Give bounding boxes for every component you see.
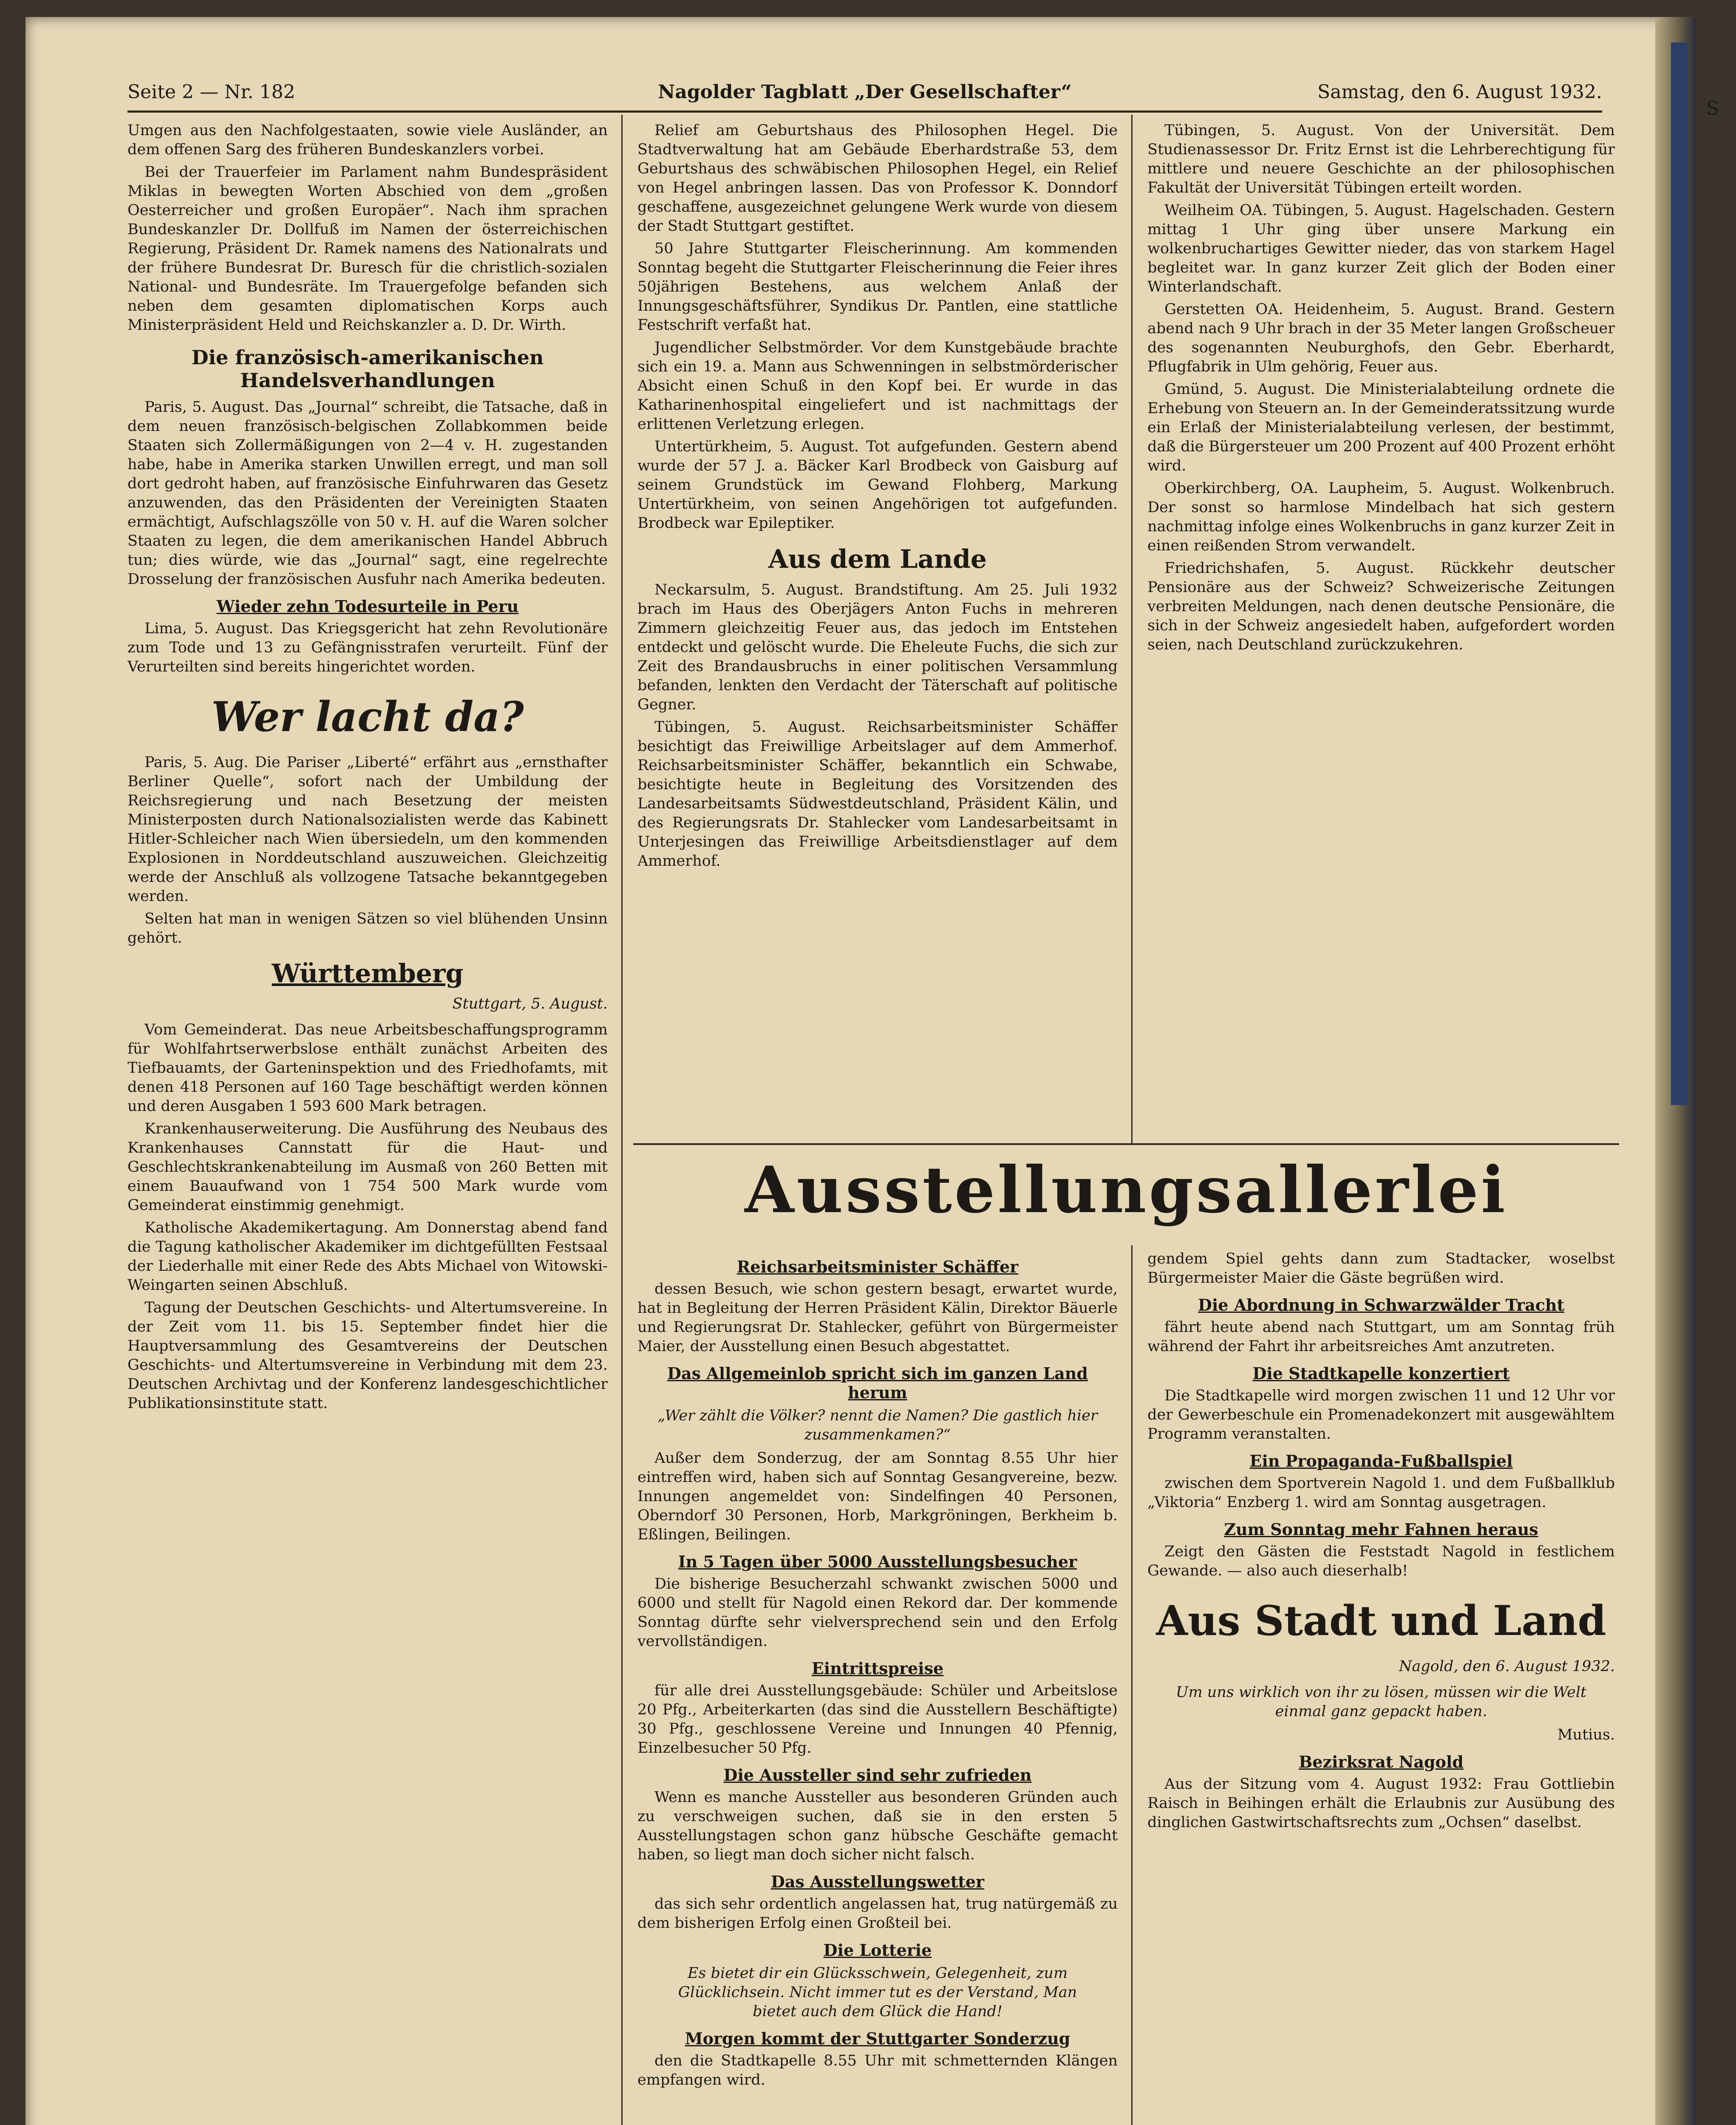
- article-text: Jugendlicher Selbstmörder. Vor dem Kunstgebäude brachte sich ein 19. a. Mann aus Schwenningen in selbstmörderischer Absicht einen Schuß in den Kopf bei. Er wurde in das Katharinenhospital eingeliefert und ist nachmittags der erlittenen Verletzung erlegen.: [637, 339, 1118, 433]
- column-rule: [621, 115, 623, 2125]
- page-number: Seite 2 — Nr. 182: [127, 81, 295, 103]
- subheadline: Reichsarbeitsminister Schäffer: [736, 1257, 1019, 1276]
- column-rule: [1131, 115, 1133, 1143]
- issue-date: Samstag, den 6. August 1932.: [1317, 81, 1602, 103]
- local-news-column: [1147, 1250, 1615, 2125]
- column-2: [637, 121, 1118, 1184]
- article-text: dessen Besuch, wie schon gestern besagt, erwartet wurde, hat in Begleitung der Herren Präsident Kälin, Direktor Bäuerle und Regierungsrat Dr. Stahlecker, geführt von Bürgermeister Maier, der Ausstellung einen Besuch abgestattet.: [637, 1281, 1118, 1355]
- article-text: Wenn es manche Aussteller aus besonderen Gründen auch zu verschweigen suchen, daß sie in den ersten 5 Ausstellungstagen schon ganz hübsche Geschäfte gemacht haben, so liegt man doch sicher nicht falsch.: [637, 1789, 1118, 1863]
- subheadline: Die Stadtkapelle konzertiert: [1252, 1364, 1510, 1383]
- subheadline: Morgen kommt der Stuttgarter Sonderzug: [685, 2029, 1070, 2048]
- column-3: [1147, 121, 1615, 1184]
- subheadline: Das Allgemeinlob spricht sich im ganzen Land herum: [667, 1364, 1088, 1402]
- subheadline: Die Abordnung in Schwarzwälder Tracht: [1198, 1295, 1565, 1315]
- subheadline: Das Ausstellungswetter: [770, 1872, 985, 1891]
- article-text: Friedrichshafen, 5. August. Rückkehr deutscher Pensionäre aus der Schweiz? Schweizerische Zeitungen verbreiten Meldungen, nach denen deutsche Pensionäre, die sich in der Schweiz angesiedelt haben, aufgefordert worden seien, nach Deutschland zurückzukehren.: [1147, 560, 1615, 653]
- article-text: Paris, 5. August. Das „Journal“ schreibt, die Tatsache, daß in dem neuen französisch-belgischen Zollabkommen beide Staaten sich Zollermäßigungen von 2—4 v. H. zugestanden habe, habe in Amerika starken Unwillen erregt, und man soll dort gedroht haben, auf französische Einfuhrwaren das Gesetz anzuwenden, das den Präsidenten der Vereinigten Staaten ermächtigt, Aufschlagszölle von 50 v. H. auf die Waren solcher Staaten zu legen, die dem amerikanischen Handel Abbruch tun; dies würde, wie das „Journal“ sagt, eine regelrechte Drosselung der französischen Ausfuhr nach Amerika bedeuten.: [127, 399, 608, 588]
- headline-large: Aus Stadt und Land: [1156, 1597, 1606, 1645]
- article-text: den die Stadtkapelle 8.55 Uhr mit schmetternden Klängen empfangen wird.: [637, 2052, 1118, 2088]
- binding-edge: [1655, 17, 1696, 2125]
- article-text: Lima, 5. August. Das Kriegsgericht hat zehn Revolutionäre zum Tode und 13 zu Gefängnisstrafen verurteilt. Fünf der Verurteilten sind bereits hingerichtet worden.: [127, 620, 608, 675]
- article-text: Gerstetten OA. Heidenheim, 5. August. Brand. Gestern abend nach 9 Uhr brach in der 35 Meter langen Großscheuer des sogenannten Neuburghofs, den Gebr. Eberhardt, Pflugfabrik in Ulm gehörig, Feuer aus.: [1147, 301, 1615, 375]
- dateline: Stuttgart, 5. August.: [452, 995, 608, 1012]
- subheadline: Zum Sonntag mehr Fahnen heraus: [1224, 1520, 1538, 1539]
- article-text: Tagung der Deutschen Geschichts- und Altertumsvereine. In der Zeit vom 11. bis 15. September findet hier die Hauptversammlung des Gesamtvereins der Deutschen Geschichts- und Altertumsvereine in Verbindung mit dem 23. Deutschen Archivtag und der Konferenz landesgeschichtlicher Publikationsinstitute statt.: [127, 1299, 608, 1412]
- dateline: Nagold, den 6. August 1932.: [1399, 1658, 1615, 1675]
- article-text: Untertürkheim, 5. August. Tot aufgefunden. Gestern abend wurde der 57 J. a. Bäcker Karl Brodbeck von Gaisburg auf seinem Grundstück im Gewand Flohberg, Markung Untertürkheim, von seinen Angehörigen tot aufgefunden. Brodbeck war Epileptiker.: [637, 438, 1118, 532]
- motto-author: Mutius.: [1557, 1726, 1615, 1743]
- article-text: Bei der Trauerfeier im Parlament nahm Bundespräsident Miklas in bewegten Worten Abschied von dem „großen Oesterreicher und großen Europäer“. Nach ihm sprachen Bundeskanzler Dr. Dollfuß im Namen der österreichischen Regierung, Präsident Dr. Ramek namens des Nationalrats und der frühere Bundesrat Dr. Buresch für die christlich-sozialen National- und Bundesräte. Im Trauergefolge befanden sich neben dem gesamten diplomatischen Korps auch Ministerpräsident Held und Reichskanzler a. D. Dr. Wirth.: [127, 164, 608, 334]
- subheadline: Eintrittspreise: [811, 1659, 944, 1678]
- headline: Die französisch-amerikanischen Handelsverhandlungen: [191, 346, 544, 392]
- masthead: Nagolder Tagblatt „Der Gesellschafter“: [658, 81, 1072, 103]
- subheadline: In 5 Tagen über 5000 Ausstellungsbesucher: [678, 1552, 1077, 1571]
- section-banner: Ausstellungsallerlei: [745, 1153, 1508, 1227]
- article-text: Tübingen, 5. August. Reichsarbeitsminister Schäffer besichtigt das Freiwillige Arbeitslager auf dem Ammerhof. Reichsarbeitsminister Schäffer, bekanntlich ein Schwabe, besichtigte heute in Begleitung des Vorsitzenden des Landesarbeitsamts Südwestdeutschland, Präsident Kälin, und des Regierungsrats Dr. Stahlecker vom Landesarbeitsamt in Unterjesingen das Freiwillige Arbeitsdienstlager auf dem Ammerhof.: [637, 719, 1118, 870]
- article-text: Neckarsulm, 5. August. Brandstiftung. Am 25. Juli 1932 brach im Haus des Oberjägers Anton Fuchs in mehreren Zimmern gleichzeitig Feuer aus, das jedoch im Entstehen entdeckt und gelöscht wurde. Die Eheleute Fuchs, die sich zur Zeit des Brandausbruchs in einer politischen Versammlung befanden, lenkten den Verdacht der Täterschaft auf politische Gegner.: [637, 581, 1118, 713]
- headline-large: Wer lacht da?: [211, 693, 524, 741]
- article-text: für alle drei Ausstellungsgebäude: Schüler und Arbeitslose 20 Pfg., Arbeiterkarten (das sind die Ausstellern Beschäftigte) 30 Pfg., geschlossene Vereine und Innungen 40 Pfennig, Einzelbesucher 50 Pfg.: [637, 1682, 1118, 1757]
- article-text: Aus der Sitzung vom 4. August 1932: Frau Gottliebin Raisch in Beihingen erhält die Erlaubnis zur Ausübung des dinglichen Gastwirtschaftsrechts zum „Ochsen“ daselbst.: [1147, 1776, 1615, 1831]
- article-text: Außer dem Sonderzug, der am Sonntag 8.55 Uhr hier eintreffen wird, haben sich auf Sonntag Gesangvereine, bezw. Innungen angemeldet von: Sindelfingen 40 Personen, Oberndorf 30 Personen, Horb, Markgröningen, Berkheim b. Eßlingen, Beilingen.: [637, 1450, 1118, 1543]
- article-text: das sich sehr ordentlich angelassen hat, trug natürgemäß zu dem bisherigen Erfolg einen Großteil bei.: [637, 1896, 1118, 1932]
- article-text: Vom Gemeinderat. Das neue Arbeitsbeschaffungsprogramm für Wohlfahrtserwerbslose enthält zunächst Arbeiten des Tiefbauamts, der Garteninspektion und des Friedhofamts, mit denen 418 Personen auf 160 Tage beschäftigt werden können und deren Ausgaben 1 593 600 Mark betragen.: [127, 1021, 608, 1115]
- binding-strip: [1671, 42, 1688, 1105]
- motto: Um uns wirklich von ihr zu lösen, müssen wir die Welt einmal ganz gepackt haben.: [1175, 1684, 1587, 1720]
- article-text: Katholische Akademikertagung. Am Donnerstag abend fand die Tagung katholischer Akademiker im dichtgefüllten Festsaal der Liederhalle mit einer Rede des Abts Michael von Witowski-Weingarten seinen Abschluß.: [127, 1219, 608, 1294]
- verse: „Wer zählt die Völker? nennt die Namen? Die gastlich hier zusammenkamen?“: [657, 1407, 1098, 1443]
- headline: Württemberg: [272, 959, 464, 989]
- article-text: Relief am Geburtshaus des Philosophen Hegel. Die Stadtverwaltung hat am Gebäude Eberhardstraße 53, dem Geburtshaus des schwäbischen Philosophen Hegel, ein Relief von Hegel anbringen lassen. Das von Professor K. Donndorf geschaffene, ausgezeichnet gelungene Werk wurde von diesem der Stadt Stuttgart gestiftet.: [637, 122, 1118, 235]
- article-text: zwischen dem Sportverein Nagold 1. und dem Fußballklub „Viktoria“ Enzberg 1. wird am Sonntag ausgetragen.: [1147, 1475, 1615, 1511]
- subheadline: Die Lotterie: [823, 1941, 932, 1960]
- article-text: Die bisherige Besucherzahl schwankt zwischen 5000 und 6000 und stellt für Nagold einen Rekord dar. Der kommende Sonntag dürfte sehr vielversprechend sein und den Erfolg vervollständigen.: [637, 1575, 1118, 1650]
- headline: Aus dem Lande: [768, 544, 987, 574]
- article-text: Selten hat man in wenigen Sätzen so viel blühenden Unsinn gehört.: [127, 910, 608, 946]
- article-text: 50 Jahre Stuttgarter Fleischerinnung. Am kommenden Sonntag begeht die Stuttgarter Fleischerinnung die Feier ihres 50jährigen Bestehens, aus welchem Anlaß der Innungsgeschäftsführer, Syndikus Dr. Pantlen, eine stattliche Festschrift verfaßt hat.: [637, 240, 1118, 334]
- subheadline: Wieder zehn Todesurteile in Peru: [216, 597, 519, 616]
- article-text: Paris, 5. Aug. Die Pariser „Liberté“ erfährt aus „ernsthafter Berliner Quelle“, sofort nach der Umbildung der Reichsregierung und nach Besetzung der meisten Ministerposten durch Nationalsozialisten werde das Kabinett Hitler-Schleicher nach Wien übersiedeln, um den kommenden Explosionen in Norddeutschland auszuweichen. Gleichzeitig werde der Anschluß als vollzogene Tatsache bekanntgegeben werden.: [127, 754, 608, 905]
- column-1: [127, 121, 608, 2125]
- subheadline: Die Aussteller sind sehr zufrieden: [723, 1765, 1032, 1785]
- article-text: Die Stadtkapelle wird morgen zwischen 11 und 12 Uhr vor der Gewerbeschule ein Promenadekonzert mit ausgewähltem Programm veranstalten.: [1147, 1387, 1615, 1442]
- page-header: [127, 72, 1602, 113]
- next-page-edge-text: S: [1706, 98, 1719, 119]
- article-text: Krankenhauserweiterung. Die Ausführung des Neubaus des Krankenhauses Cannstatt für die Haut- und Geschlechtskrankenabteilung im Ausmaß von 260 Betten mit einem Bauaufwand von 1 754 500 Mark wurde vom Gemeinderat einstimmig genehmigt.: [127, 1120, 608, 1214]
- subheadline: Bezirksrat Nagold: [1299, 1752, 1464, 1771]
- article-text: Tübingen, 5. August. Von der Universität. Dem Studienassessor Dr. Fritz Ernst ist die Lehrberechtigung für mittlere und neuere Geschichte an der philosophischen Fakultät der Universität Tübingen erteilt worden.: [1147, 122, 1615, 196]
- article-text: gendem Spiel gehts dann zum Stadtacker, woselbst Bürgermeister Maier die Gäste begrüßen wird.: [1147, 1250, 1615, 1286]
- article-text: fährt heute abend nach Stuttgart, um am Sonntag früh während der Fahrt ihr arbeitsreiches Amt anzutreten.: [1147, 1319, 1615, 1355]
- article-text: Umgen aus den Nachfolgestaaten, sowie viele Ausländer, an dem offenen Sarg des früheren Bundeskanzlers vorbei.: [127, 122, 608, 158]
- exhibition-column: [637, 1250, 1118, 2125]
- verse: Es bietet dir ein Glücksschwein, Gelegenheit, zum Glücklichsein. Nicht immer tut es der Verstand, Man bietet auch dem Glück die Hand!: [678, 1965, 1077, 2020]
- subheadline: Ein Propaganda-Fußballspiel: [1249, 1451, 1513, 1470]
- article-text: Oberkirchberg, OA. Laupheim, 5. August. Wolkenbruch. Der sonst so harmlose Mindelbach hat sich gestern nachmittag infolge eines Wolkenbruchs in ganz kurzer Zeit in einen reißenden Strom verwandelt.: [1147, 480, 1615, 554]
- article-text: Weilheim OA. Tübingen, 5. August. Hagelschaden. Gestern mittag 1 Uhr ging über unsere Markung ein wolkenbruchartiges Gewitter nieder, das von starkem Hagel begleitet war. In ganz kurzer Zeit glich der Boden einer Winterlandschaft.: [1147, 202, 1615, 295]
- article-text: Zeigt den Gästen die Feststadt Nagold in festlichem Gewande. — also auch dieserhalb!: [1147, 1543, 1615, 1579]
- column-rule: [1131, 1245, 1133, 2125]
- article-text: Gmünd, 5. August. Die Ministerialabteilung ordnete die Erhebung von Steuern an. In der Gemeinderatssitzung wurde ein Erlaß der Ministerialabteilung verlesen, der bestimmt, daß die Bürgersteuer um 200 Prozent auf 400 Prozent erhöht wird.: [1147, 381, 1615, 474]
